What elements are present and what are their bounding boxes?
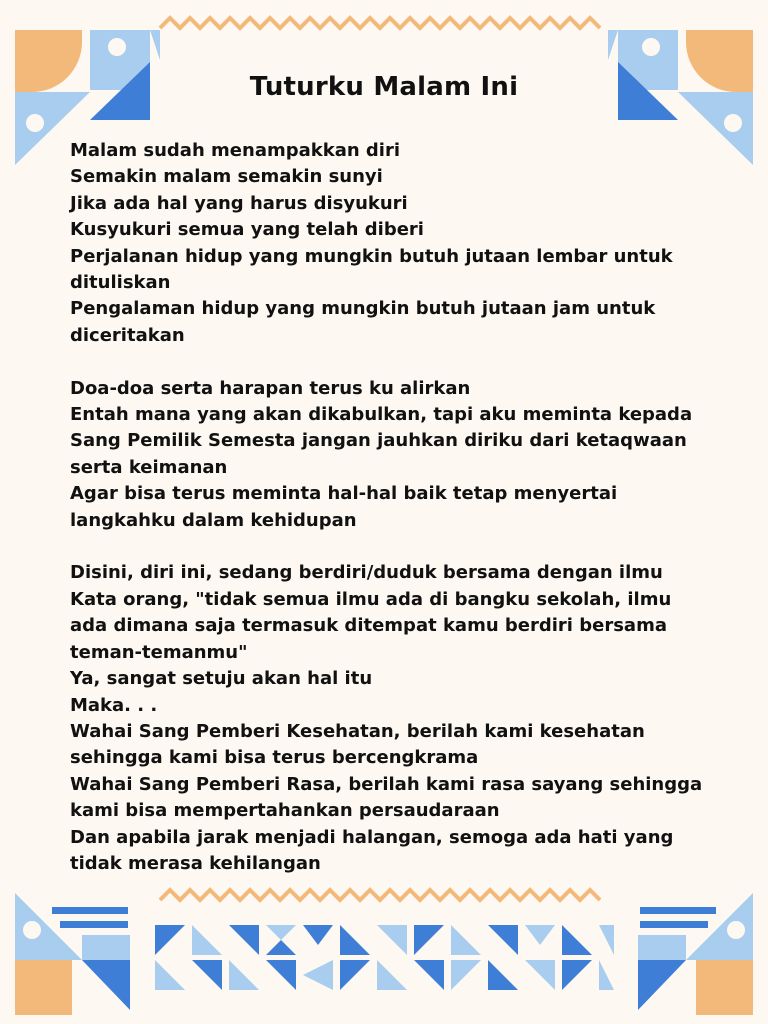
poem-line: Disini, diri ini, sedang berdiri/duduk bersama dengan ilmu: [70, 562, 663, 584]
poem-line: Kusyukuri semua yang telah diberi: [70, 219, 424, 241]
poem-line: Entah mana yang akan dikabulkan, tapi aku meminta kepada Sang Pemilik Semesta jangan jauhkan diriku dari ketaqwaan serta keimanan: [70, 404, 693, 478]
poem-line: Agar bisa terus meminta hal-hal baik tetap menyertai langkahku dalam kehidupan: [70, 483, 618, 531]
top-zigzag-border: [160, 18, 600, 28]
poem-line: Semakin malam semakin sunyi: [70, 166, 383, 188]
poem-line: Dan apabila jarak menjadi halangan, semoga ada hati yang tidak merasa kehilangan: [70, 826, 674, 874]
poem-line: Perjalanan hidup yang mungkin butuh jutaan lembar untuk dituliskan: [70, 245, 673, 294]
poem-line: Kata orang, "tidak semua ilmu ada di bangku sekolah, ilmu ada dimana saja termasuk ditempat kamu berdiri bersama teman-temanmu": [70, 588, 672, 663]
poem-line: Wahai Sang Pemberi Kesehatan, berilah kami kesehatan sehingga kami bisa terus bercengkrama: [70, 720, 645, 769]
poem-line: Pengalaman hidup yang mungkin butuh jutaan jam untuk diceritakan: [70, 298, 656, 346]
bottom-triangle-tile-band: [155, 925, 614, 990]
stanza-3: [70, 560, 710, 877]
poem-title: Tuturku Malam Ini: [249, 72, 519, 102]
poem-line: Malam sudah menampakkan diri: [70, 140, 401, 161]
poem-line: Wahai Sang Pemberi Rasa, berilah kami rasa sayang sehingga kami bisa mempertahankan persaudaraan: [70, 773, 703, 822]
stanza-2: [70, 376, 710, 534]
bottom-left-corner-pattern: [15, 893, 130, 1015]
poem-line: Ya, sangat setuju akan hal itu: [70, 668, 373, 690]
bottom-right-corner-pattern: [638, 893, 753, 1015]
stanza-1: [70, 138, 710, 349]
poem-body: [70, 138, 710, 877]
bottom-zigzag-border: [160, 890, 600, 900]
poem-line: Jika ada hal yang harus disyukuri: [70, 192, 408, 214]
poem-line: Doa-doa serta harapan terus ku alirkan: [70, 377, 471, 399]
poem-line: Maka. . .: [70, 694, 158, 716]
